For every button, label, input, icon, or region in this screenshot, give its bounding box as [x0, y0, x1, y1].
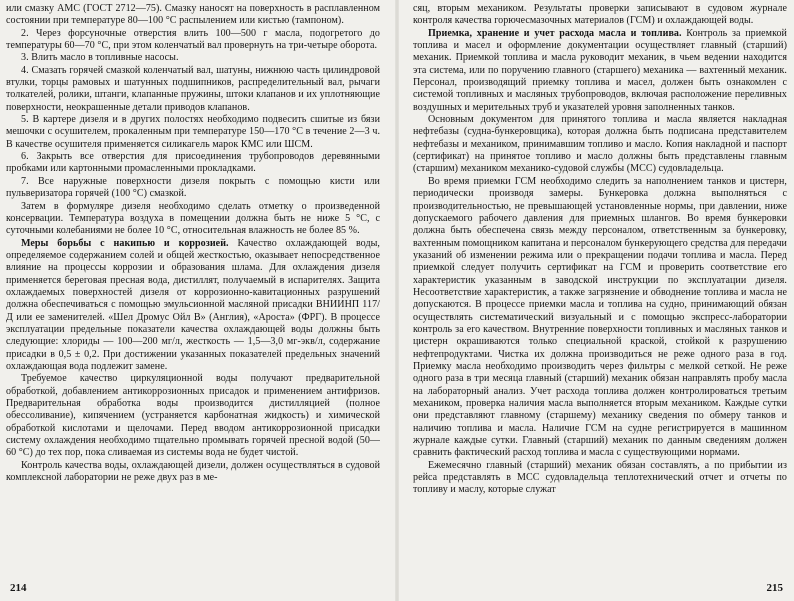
paragraph — [6, 201, 380, 238]
section-heading: Приемка, хранение и учет расхода масла и топлива. — [428, 27, 682, 39]
paragraph-text: Ежемесячно главный (старший) механик обязан составлять, а по прибытии из рейса представлять в МСС судовладельца теплотехнический отчет и отчеты по топливу и маслу, которые служат — [413, 459, 787, 496]
paragraph — [413, 176, 787, 460]
paragraph — [413, 460, 787, 497]
paragraph — [6, 3, 380, 28]
paragraph — [6, 460, 380, 485]
paragraph-text: 6. Закрыть все отверстия для присоединения трубопроводов деревянными пробками или картонными промасленными прокладками. — [6, 151, 380, 175]
paragraph-text: 4. Смазать горячей смазкой коленчатый вал, шатуны, нижнюю часть цилиндровой втулки, торцы рамовых и шатунных подшипников, распределительный вал, рычаги толкателей, ролики, штанги, клапанные пружины, штоки клапанов и их уплотняющие поверхности, неокрашенные детали приводов клапанов. — [6, 64, 380, 113]
left-page-body — [6, 3, 380, 576]
right-page-body — [413, 3, 787, 576]
section-heading: Меры борьбы с накипью и коррозией. — [21, 237, 229, 249]
paragraph — [6, 373, 380, 459]
paragraph-text: Затем в формуляре дизеля необходимо сделать отметку о произведенной консервации. Температура воздуха в помещении должна быть не ниже 5 °С, с суточными колебаниями не более 10 °С, относительная влажность не более 85 %. — [6, 200, 380, 237]
paragraph — [6, 28, 380, 53]
paragraph — [6, 238, 380, 374]
paragraph-text: или смазку АМС (ГОСТ 2712—75). Смазку наносят на поверхность в расплавленном состоянии при температуре 80—100 °С распылением или кистью (тампоном). — [6, 3, 380, 27]
right-page — [413, 3, 787, 599]
paragraph-text: 7. Все наружные поверхности дизеля покрыть с помощью кисти или пульверизатора горячей (100 °С) смазкой. — [6, 175, 380, 200]
paragraph — [6, 176, 380, 201]
paragraph — [413, 114, 787, 176]
paragraph-text: 2. Через форсуночные отверстия влить 100—500 г масла, подогретого до температуры 60—70 °С, при этом коленчатый вал провернуть на три-четыре оборота. — [6, 27, 380, 52]
paragraph — [413, 3, 787, 28]
paragraph-text: 5. В картере дизеля и в других полостях необходимо подвесить сшитые из бязи мешочки с осушителем, прокаленным при температуре 150—170 °С в течение 2—3 ч. В качестве осушителя применяется силикагель марок КМС или ШСМ. — [6, 114, 380, 150]
paragraph-text: Контроль за приемкой топлива и масел и оформление документации осуществляет главный (старший) механик. Приемкой топлива и масла руководит механик, в чьем ведении находится эта система, или по поручению главного (старшего) механика — вахтенный механик. Персонал, производящий приемку топлива и масел, должен быть ознакомлен с системой топливных и масляных трубопроводов, включая расположение переливных воздушных и мерительных труб и указателей уровня заполненных танков. — [413, 27, 787, 113]
right-page-number: 215 — [766, 582, 783, 594]
paragraph — [413, 28, 787, 114]
paragraph-text: Контроль качества воды, охлаждающей дизели, должен осуществляться в судовой комплексной лаборатории не реже двух раз в ме- — [6, 459, 380, 484]
paragraph — [6, 65, 380, 114]
left-page — [6, 3, 380, 599]
paragraph-text: Требуемое качество циркуляционной воды получают предварительной обработкой, добавлением антикоррозионных присадок и применением антифризов. Предварительная обработка воды производится дистилляцией (полное обессоливание), кипячением (устраняется карбонатная жидкость) и химической обработкой кислотами и щелочами. Перед вводом антикоррозионной присадки систему охлаждения необходимо тщательно промывать горячей пресной водой (50—60 °С) до тех пор, пока сливаемая из системы вода не будет чистой. — [6, 373, 380, 459]
paragraph — [6, 52, 380, 64]
paragraph-text: сяц, вторым механиком. Результаты проверки записывают в судовом журнале контроля качества горючесмазочных материалов (ГСМ) и охлаждающей воды. — [413, 3, 787, 27]
paragraph-text: Качество охлаждающей воды, определяемое содержанием солей и общей жесткостью, оказывает непосредственное влияние на процессы коррозии и образования шлама. Для охлаждения дизеля применяется береговая пресная вода, дистиллят, получаемый в испарителях. Защита охлаждаемых поверхностей дизеля от коррозионно-кавитационных разрушений должна обеспечиваться с помощью эмульсионной масляной присадки ВНИИНП 117/Д или ее заменителей. «Шел Дромус Ойл В» (Англия), «Ароста» (ФРГ). В процессе эксплуатации предельные показатели качества охлаждающей воды должны быть следующие: хлориды — 100—200 мг/л, жесткость — 1,5—3,0 мг-экв/л, содержание присадки в 0,5 ± 0,2. При достижении указанных показателей предельных значений охлаждающая вода подлежит замене. — [6, 237, 380, 372]
paragraph-text: 3. Влить масло в топливные насосы. — [21, 52, 179, 64]
paragraph — [6, 151, 380, 176]
paragraph — [6, 114, 380, 151]
page-gutter — [395, 0, 399, 601]
paragraph-text: Основным документом для принятого топлива и масла является накладная нефтебазы (судна-бункеровщика), которая должна быть подписана представителем нефтебазы и механиком, принимавшим топливо и масло. Копия накладной и паспорт (сертификат) на принятое топливо и масло должны быть представлены главным (старшим) механиком механико-судовой службы (МСС) судовладельца. — [413, 114, 787, 175]
left-page-number: 214 — [10, 582, 27, 594]
paragraph-text: Во время приемки ГСМ необходимо следить за наполнением танков и цистерн, периодически производя замеры. Бункеровка должна выполняться с производительностью, не превышающей установленные нормы, при давлении, ниже допускаемого рабочего давления для приемных шлангов. Во время бункеровки должна быть обеспечена связь между персоналом, ответственным за бункеровку, вахтенным помощником капитана и персоналом бункерующего средства для передачи указаний об изменении режима или о прекращении подачи топлива и масла. Перед приемкой следует получить сертификат на ГСМ и проверить соответствие его характеристик указанным в заводской инструкции по эксплуатации дизеля. Несоответствие характеристик, а также загрязнение и обводнение топлива и масла не допускаются. В процессе приемки масла и топлива на судно, принимающий обязан осуществлять систематический визуальный и с помощью экспресс-лаборатории контроль за его качеством. Внутренние поверхности топливных и масляных танков и цистерн окрашиваются только специальной краской, стойкой к разрушению нефтепродуктами. Чистка их должна производиться не реже одного раза в год. Приемку масла необходимо производить через фильтры с мелкой сеткой. Не реже одного раза в три месяца главный (старший) механик обязан направлять пробу масла на лабораторный анализ. Учет расхода топлива должен контролироваться третьим механиком, проверка наличия масла выполняется вторым механиком. Каждые сутки они представляют главному (старшему) механику сведения по обмеру танков и наличию топлива и масла. Наличие ГСМ на судне регистрируется в машинном журнале каждые сутки. Главный (старший) механик по данным сведениям должен сравнить фактический расход топлива и масла с существующими нормами. — [413, 175, 787, 459]
